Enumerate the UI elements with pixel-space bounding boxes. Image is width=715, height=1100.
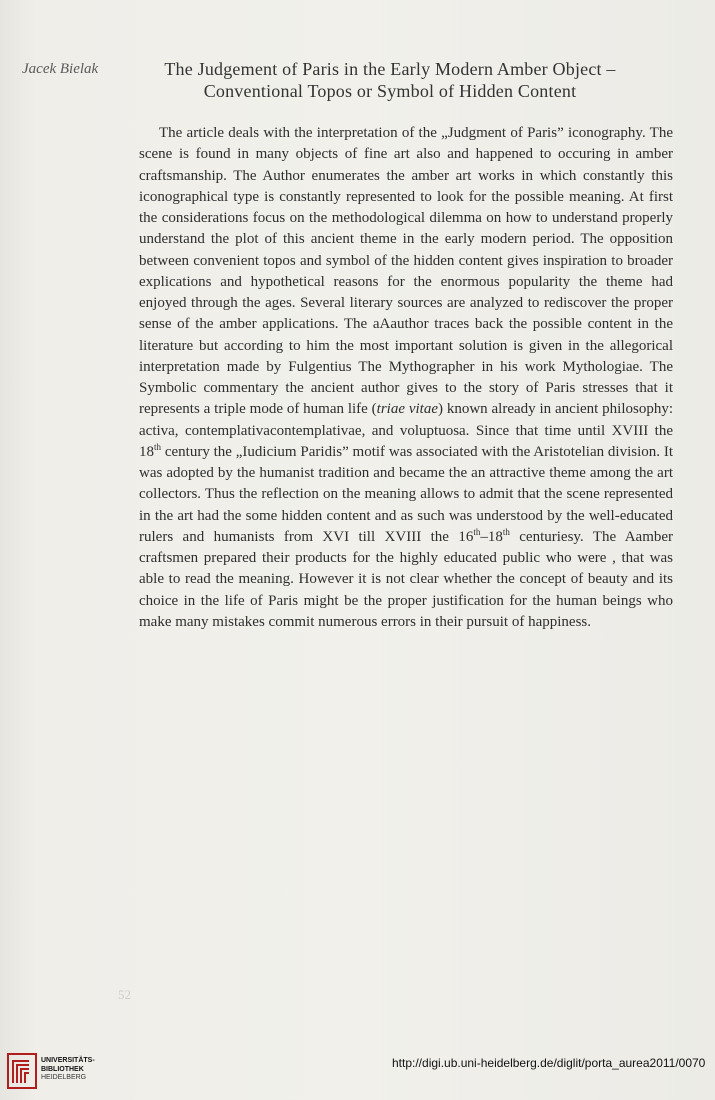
abstract-text-part-3: century the „Iudicium Paridis” motif was associated with the Aristotelian division. It was adopted by the humanist tradition and became the an attractive theme among the art collectors. Thus the reflection on the meaning allows to admit that the scene represented in the art had the some hidden content and as such was understood by the well-educated rulers and humanists from XVI till XVIII the 16: [139, 443, 673, 545]
superscript-th: th: [154, 441, 162, 452]
logo-line-1: UNIVERSITÄTS-: [41, 1057, 95, 1064]
superscript-th: th: [502, 526, 510, 537]
abstract-text-part-4: –18: [480, 528, 503, 545]
abstract-paragraph: [139, 123, 673, 633]
abstract-text-part-1: The article deals with the interpretation of the „Judgment of Paris” iconography. The scene is found in many objects of fine art also and happened to occuring in amber craftsmanship. The Author enumerates the amber art works in which constantly this iconographical type is constantly represented to look for the possible meaning. At first the considerations focus on the methodological dilemma on how to understand properly understand the plot of this ancient theme in the early modern period. The opposition between convenient topos and symbol of the hidden content gives inspiration to broader explications and hypothetical reasons for the enormous popularity the theme had enjoyed through the ages. Several literary sources are analyzed to rediscover the proper sense of the amber applications. The aAauthor traces back the possible content in the literature but according to him the most important solution is given in the allegorical interpretation made by Fulgentius The Mythographer in his work Mythologiae. The Symbolic commentary the ancient author gives to the story of Paris stresses that it represents a triple mode of human life (: [139, 125, 673, 418]
logo-line-3: HEIDELBERG: [41, 1074, 87, 1081]
running-head-author: Jacek Bielak: [22, 61, 99, 77]
library-logo-icon: [7, 1053, 37, 1089]
page-number: 52: [118, 987, 131, 1002]
logo-line-2: BIBLIOTHEK: [41, 1065, 84, 1073]
title-line-2: Conventional Topos or Symbol of Hidden Content: [203, 81, 577, 101]
university-library-logo: [7, 1053, 102, 1093]
logo-text: [41, 1057, 95, 1083]
abstract-text-part-5: centuriesy. The Aamber craftsmen prepared their products for the highly educated public who were , that was able to read the meaning. However it is not clear whether the concept of beauty and its choice in the life of Paris might be the proper justification for the human beings who make many mistakes commit numerous errors in their pursuit of happiness.: [139, 528, 674, 630]
source-url-link[interactable]: http://digi.ub.uni-heidelberg.de/diglit/porta_aurea2011/0070: [392, 1056, 706, 1070]
abstract-text-part-2: ) known already in ancient philosophy: activa, contemplativacontemplativae, and voluptuosa. Since that time until XVIII the 18: [139, 401, 674, 460]
title-line-1: The Judgement of Paris in the Early Modern Amber Object –: [164, 59, 616, 79]
superscript-th: th: [473, 526, 481, 537]
article-title: [130, 58, 650, 102]
abstract-italic-term: triae vitae: [376, 401, 438, 418]
